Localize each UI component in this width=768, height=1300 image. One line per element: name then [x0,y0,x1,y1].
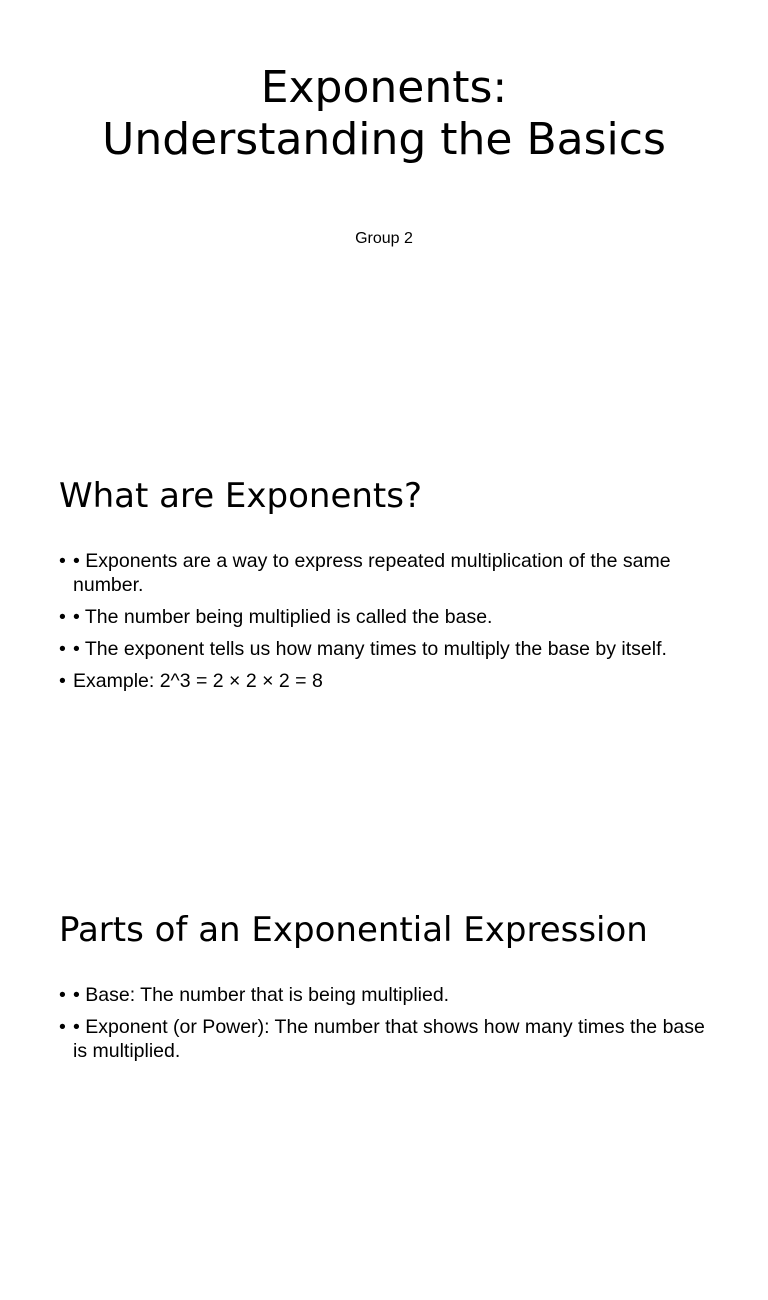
bullet-item: • • Exponents are a way to express repeated multiplication of the same number. [59,549,719,597]
bullet-item: • Example: 2^3 = 2 × 2 × 2 = 8 [59,669,719,693]
slide-heading: What are Exponents? [59,476,423,516]
presentation-subtitle: Group 2 [355,230,413,247]
bullet-item: • • The number being multiplied is called the base. [59,605,719,629]
bullet-item: • • Exponent (or Power): The number that shows how many times the base is multiplied. [59,1015,719,1063]
slide-what-are-exponents [0,434,768,866]
bullet-item: • • The exponent tells us how many times to multiply the base by itself. [59,637,719,661]
slide-parts-of-expression [0,868,768,1300]
slide-heading: Parts of an Exponential Expression [59,910,648,950]
bullet-list [59,549,719,701]
title-slide [0,0,768,432]
bullet-item: • • Base: The number that is being multiplied. [59,983,719,1007]
bullet-list [59,983,719,1071]
presentation-title: Exponents: Understanding the Basics [102,62,666,165]
